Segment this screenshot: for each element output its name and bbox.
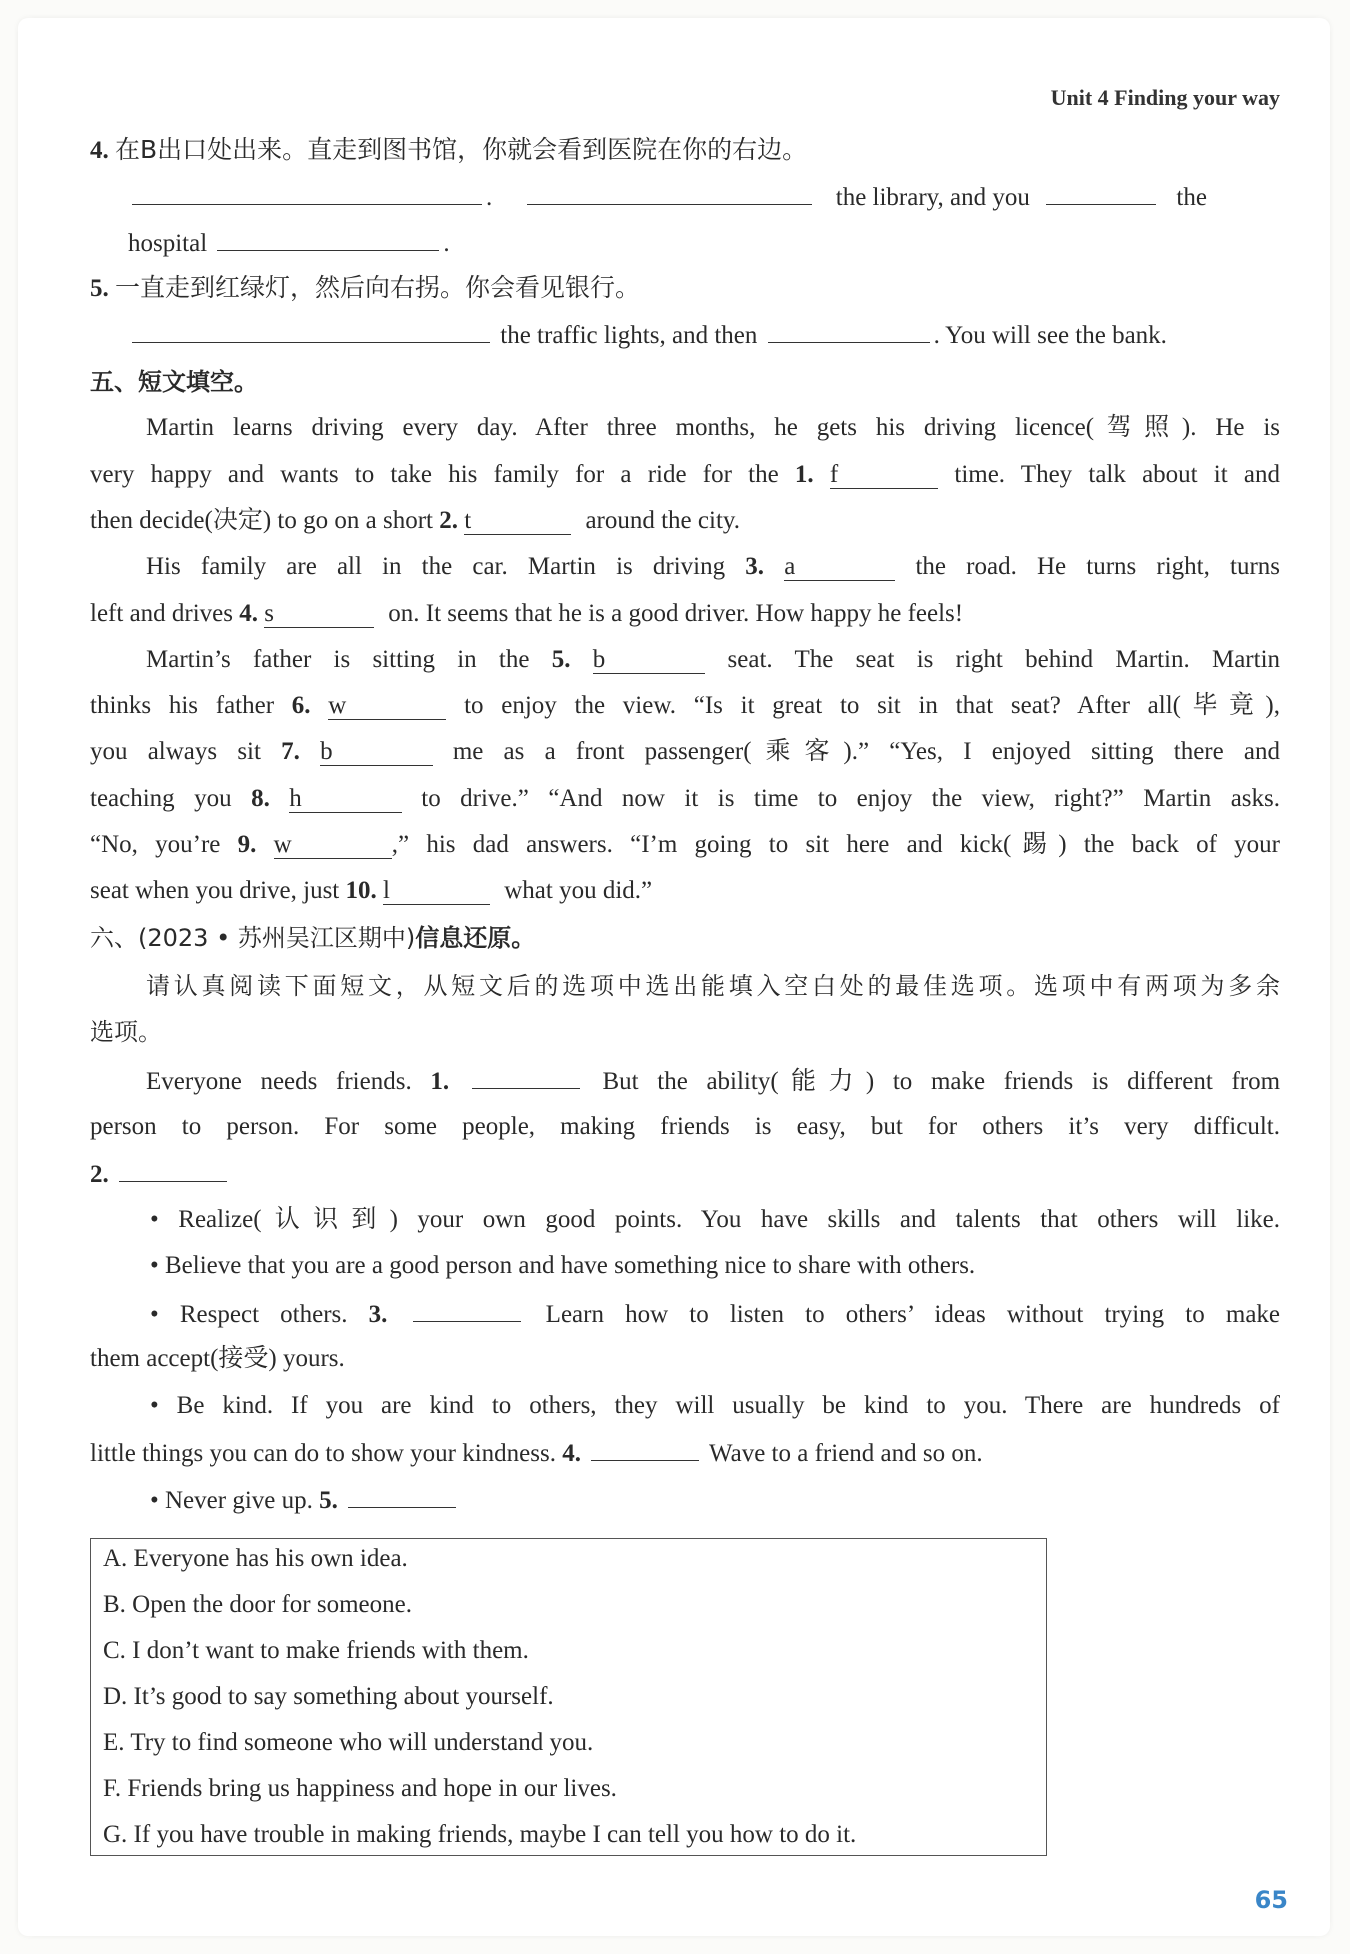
text: to enjoy the view. “Is it great to sit in that seat? After all(毕竟),: [464, 692, 1280, 719]
sec5-p3-line2: [90, 686, 1280, 726]
answer-blank-5[interactable]: [348, 1479, 456, 1508]
cloze-blank-1[interactable]: [830, 461, 938, 489]
cloze-blank-5[interactable]: [593, 646, 706, 674]
blank-number-1: 1.: [430, 1068, 450, 1095]
cloze-blank-6[interactable]: [328, 692, 446, 720]
q4-text-d: hospital: [128, 230, 208, 257]
page-number: 65: [1254, 1886, 1288, 1914]
text: me as a front passenger(乘客).” “Yes, I enjoyed sitting there and: [452, 738, 1281, 765]
q5-text-a: the traffic lights, and then: [500, 322, 758, 349]
answer-blank-2[interactable]: [119, 1153, 227, 1182]
q5-text-b: . You will see the bank.: [933, 322, 1167, 349]
q4-text-a: .: [486, 184, 493, 211]
q5-chinese: 一直走到红绿灯，然后向右拐。你会看见银行。: [115, 273, 641, 302]
blank-number-4: 4.: [562, 1440, 581, 1467]
q4-answer-line2: [128, 222, 1318, 264]
bullet-5: [90, 1479, 1340, 1521]
blank-number-8: 8.: [251, 785, 270, 812]
q4-chinese: 在B出口处出来。直走到图书馆，你就会看到医院在你的右边。: [115, 135, 808, 164]
options-box: [90, 1538, 1047, 1856]
blank-number-7: 7.: [281, 738, 300, 765]
text: on. It seems that he is a good driver. How happy he feels!: [388, 600, 964, 627]
option-d: D. It’s good to say something about yourself.: [103, 1683, 554, 1710]
text: • Never give up.: [150, 1487, 313, 1514]
text: left and drives: [90, 600, 234, 627]
initial-letter: h: [289, 785, 302, 812]
initial-letter: b: [320, 738, 333, 765]
sec5-p3-line1: [90, 640, 1280, 680]
initial-letter: w: [273, 831, 292, 858]
cloze-blank-3[interactable]: [784, 553, 895, 581]
initial-letter: s: [264, 600, 274, 627]
cloze-blank-7[interactable]: [320, 738, 433, 766]
sec5-p1-line1: Martin learns driving every day. After three months, he gets his driving licence(驾照). He is: [146, 414, 1280, 441]
section6-heading: 信息还原。: [415, 924, 536, 952]
text: then decide(决定) to go on a short: [90, 507, 433, 534]
cloze-blank-10[interactable]: [383, 877, 490, 905]
blank-number-1: 1.: [794, 461, 814, 488]
bullet-4-cont: [90, 1432, 1280, 1474]
sec6-instruction-1: 请认真阅读下面短文，从短文后的选项中选出能填入空白处的最佳选项。选项中有两项为多余: [146, 972, 1280, 1000]
initial-letter: t: [464, 507, 472, 534]
initial-letter: l: [383, 877, 390, 904]
blank-number-5: 5.: [551, 646, 571, 673]
bullet-2: • Believe that you are a good person and have something nice to share with others.: [150, 1252, 976, 1279]
text: But the ability(能力) to make friends is different from: [602, 1068, 1281, 1095]
text: seat. The seat is right behind Martin. Martin: [727, 646, 1281, 673]
sec5-p3-line3: [90, 732, 1280, 772]
text: the road. He turns right, turns: [915, 553, 1281, 580]
bullet-3-cont: them accept(接受) yours.: [90, 1345, 345, 1372]
cloze-blank-9[interactable]: [274, 831, 392, 859]
text: Everyone needs friends.: [146, 1068, 412, 1095]
text: teaching you: [90, 785, 232, 812]
q4-blank-4[interactable]: [217, 222, 439, 251]
section6-source: 六、(2023 • 苏州吴江区期中): [90, 924, 416, 952]
text: His family are all in the car. Martin is driving: [146, 553, 726, 580]
bullet-4: • Be kind. If you are kind to others, they will usually be kind to you. There are hundreds of: [150, 1392, 1280, 1419]
section6-title: [90, 918, 1280, 958]
option-c: C. I don’t want to make friends with them.: [103, 1637, 529, 1664]
q4-blank-2[interactable]: [527, 176, 812, 205]
text: seat when you drive, just: [90, 877, 340, 904]
text: Wave to a friend and so on.: [709, 1440, 983, 1467]
option-g: G. If you have trouble in making friends, maybe I can tell you how to do it.: [103, 1821, 857, 1848]
text: Martin’s father is sitting in the: [146, 646, 530, 673]
text: to drive.” “And now it is time to enjoy the view, right?” Martin asks.: [421, 785, 1281, 812]
q4-blank-3[interactable]: [1046, 176, 1156, 205]
text: thinks his father: [90, 692, 275, 719]
section5-title: 五、短文填空。: [90, 368, 258, 396]
text: very happy and wants to take his family for a ride for the: [90, 461, 779, 488]
sec6-line2: person to person. For some people, making friends is easy, but for others it’s very difficult.: [90, 1113, 1280, 1140]
blank-number-6: 6.: [291, 692, 311, 719]
text: around the city.: [585, 507, 741, 534]
blank-number-3: 3.: [368, 1301, 388, 1328]
bullet-3: [90, 1293, 1280, 1335]
sec6-instruction-2: 选项。: [90, 1018, 162, 1046]
answer-blank-4[interactable]: [591, 1432, 699, 1461]
option-f: F. Friends bring us happiness and hope in our lives.: [103, 1775, 617, 1802]
blank-number-9: 9.: [237, 831, 257, 858]
q4-text-c: the: [1176, 184, 1207, 211]
unit-header: Unit 4 Finding your way: [1050, 85, 1280, 110]
blank-number-3: 3.: [745, 553, 765, 580]
sec5-p3-line4: [90, 779, 1280, 819]
blank-number-4: 4.: [239, 600, 259, 627]
cloze-blank-4[interactable]: [264, 600, 374, 628]
cloze-blank-2[interactable]: [464, 507, 571, 535]
text: “No, you’re: [90, 831, 221, 858]
sec5-p2-line2: [90, 594, 1280, 634]
q5-blank-2[interactable]: [768, 314, 930, 343]
text: what you did.”: [504, 877, 653, 904]
cloze-blank-8[interactable]: [289, 785, 402, 813]
sec6-line1: [90, 1060, 1280, 1102]
sec6-line3: [90, 1153, 1280, 1195]
text: little things you can do to show your kindness.: [90, 1440, 556, 1467]
blank-number-2: 2.: [439, 507, 458, 534]
sec5-p1-line2: [90, 455, 1280, 495]
text: • Respect others.: [150, 1301, 348, 1328]
q4-prompt: [90, 130, 1280, 171]
answer-blank-3[interactable]: [413, 1293, 521, 1322]
initial-letter: w: [328, 692, 347, 719]
q5-number: 5.: [90, 275, 109, 302]
option-a: A. Everyone has his own idea.: [103, 1545, 408, 1572]
text: Learn how to listen to others’ ideas without trying to make: [545, 1301, 1281, 1328]
sec5-p3-line6: [90, 871, 1280, 911]
initial-letter: f: [829, 461, 839, 488]
q4-number: 4.: [90, 137, 109, 164]
q4-blank-1[interactable]: [132, 176, 482, 205]
sec5-p1-line3: [90, 501, 1280, 541]
q5-blank-1[interactable]: [132, 314, 490, 343]
q5-prompt: [90, 268, 1280, 309]
text: ,” his dad answers. “I’m going to sit here and kick(踢) the back of your: [391, 831, 1280, 858]
initial-letter: b: [592, 646, 606, 673]
option-e: E. Try to find someone who will understand you.: [103, 1729, 594, 1756]
blank-number-10: 10.: [345, 877, 377, 904]
sec5-p3-line5: [90, 825, 1280, 865]
blank-number-5: 5.: [319, 1487, 338, 1514]
option-b: B. Open the door for someone.: [103, 1591, 412, 1618]
initial-letter: a: [784, 553, 796, 580]
blank-number-2: 2.: [90, 1161, 109, 1188]
answer-blank-1[interactable]: [472, 1060, 580, 1089]
q5-answer-line: [128, 314, 1318, 356]
bullet-1: • Realize(认识到) your own good points. You have skills and talents that others will like.: [150, 1206, 1280, 1233]
q4-text-b: the library, and you: [835, 184, 1030, 211]
text: you always sit: [90, 738, 261, 765]
q4-text-e: .: [443, 230, 450, 257]
text: time. They talk about it and: [954, 461, 1280, 488]
q4-answer-line1: [128, 176, 1280, 218]
sec5-p2-line1: [90, 547, 1280, 587]
